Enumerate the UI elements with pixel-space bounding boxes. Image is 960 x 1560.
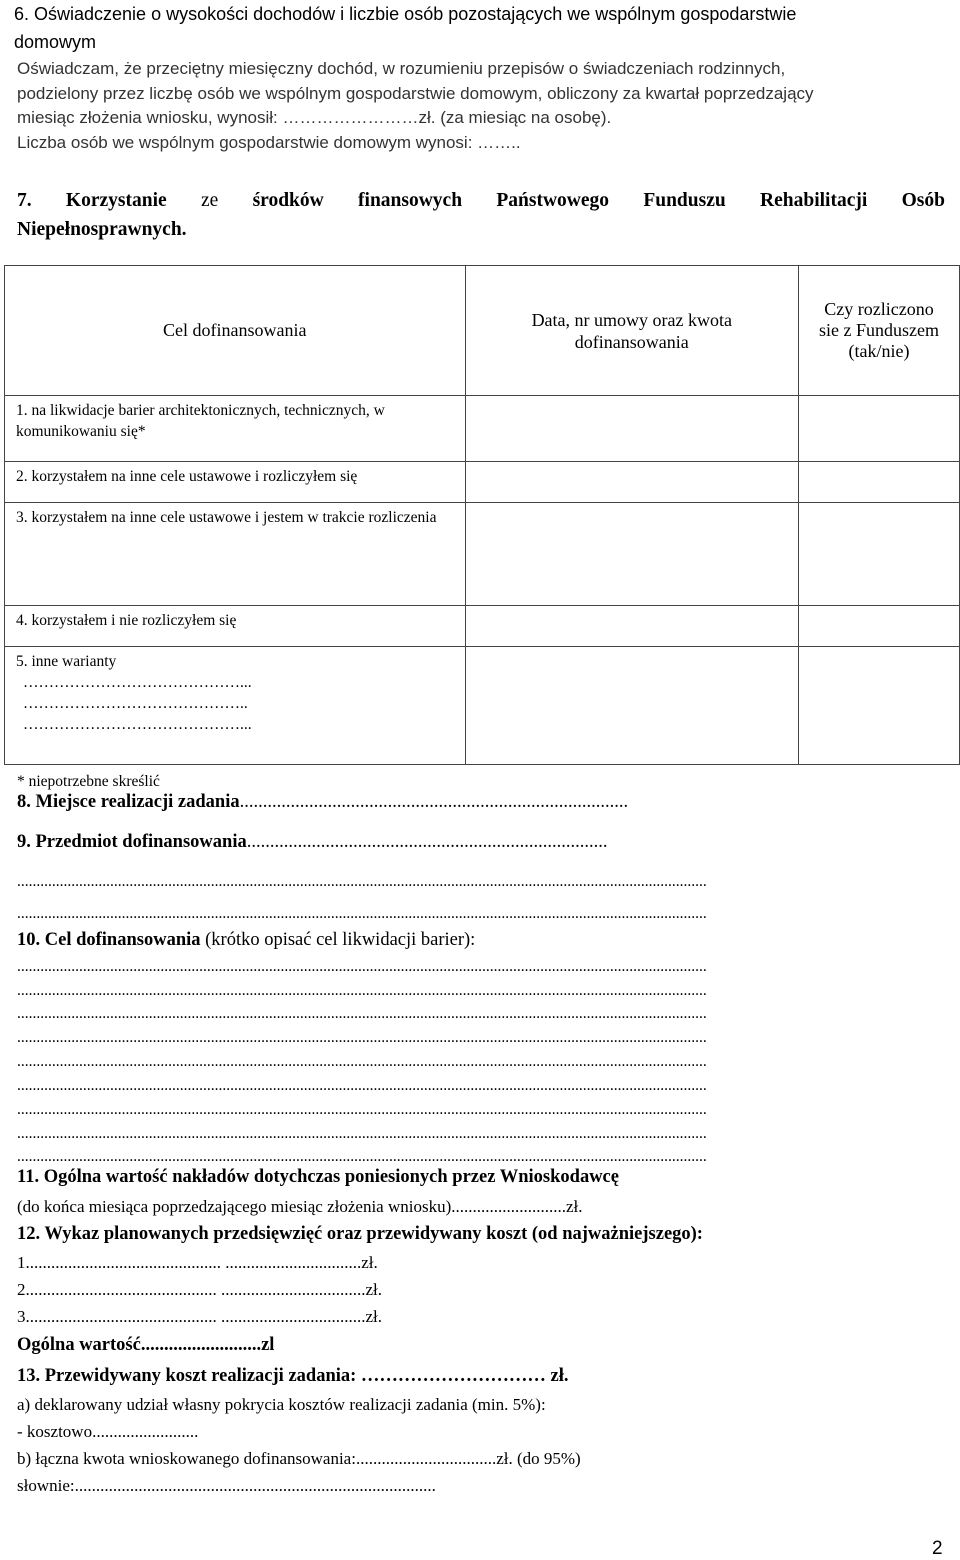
title-word: 7.: [17, 190, 32, 211]
section-9-label: 9. Przedmiot dofinansowania: [17, 832, 247, 852]
header-czy-rozliczono: Czy rozliczono sie z Funduszem (tak/nie): [799, 266, 960, 396]
statement-line: miesiąc złożenia wniosku, wynosił: ……………………zł. (za miesiąc na osobę).: [17, 108, 612, 127]
title-word: ze: [200, 190, 219, 211]
table-row: [5, 503, 960, 606]
table-row: [5, 606, 960, 647]
settled-cell[interactable]: [799, 462, 960, 503]
section-11-label: 11. Ogólna wartość nakładów dotychczas poniesionych przez Wnioskodawcę: [17, 1167, 619, 1187]
section-10-fill-line[interactable]: ..................................................................................................................................................................................: [17, 1005, 707, 1022]
section-6-statement: [17, 57, 947, 155]
table-row: [5, 647, 960, 765]
title-word: Państwowego: [496, 190, 610, 211]
date-amount-cell[interactable]: [465, 462, 799, 503]
date-amount-cell[interactable]: [465, 503, 799, 606]
date-amount-cell[interactable]: [465, 647, 799, 765]
section-12-label: 12. Wykaz planowanych przedsięwzięć oraz przewidywany koszt (od najważniejszego):: [17, 1224, 703, 1244]
section-10-fill-line[interactable]: ..................................................................................................................................................................................: [17, 1125, 707, 1142]
section-9-fill-line[interactable]: ..................................................................................................................................................................................: [17, 873, 707, 890]
section-8-label: 8. Miejsce realizacji zadania: [17, 792, 240, 812]
row-label: 2. korzystałem na inne cele ustawowe i rozliczyłem się: [16, 468, 358, 485]
section-6-title: [14, 0, 950, 56]
section-6-title-line2: domowym: [14, 32, 97, 52]
row-label: 3. korzystałem na inne cele ustawowe i jestem w trakcie rozliczenia: [16, 509, 437, 526]
section-10-line: [17, 930, 947, 951]
row-label: 1. na likwidacje barier architektonicznych, technicznych, w komunikowaniu się*: [16, 402, 385, 440]
settled-cell[interactable]: [799, 503, 960, 606]
section-10-fill-line[interactable]: ..................................................................................................................................................................................: [17, 1029, 707, 1046]
section-7-title: [17, 186, 945, 244]
section-12-item[interactable]: 2............................................. ..................................zł.: [17, 1280, 383, 1299]
footnote-strike: * niepotrzebne skreślić: [17, 773, 160, 790]
section-10-rest: (krótko opisać cel likwidacji barier):: [200, 930, 476, 950]
statement-line: Liczba osób we wspólnym gospodarstwie domowym wynosi: ……..: [17, 132, 521, 152]
other-variants-dots[interactable]: ……………………………………... …………………………………….. ……………………………………...: [23, 674, 252, 733]
section-10-label: 10. Cel dofinansowania: [17, 930, 201, 950]
title-word: Osób: [901, 190, 945, 211]
section-13-b[interactable]: b) łączna kwota wnioskowanego dofinansowania:.................................zł. (do 95%): [17, 1449, 581, 1468]
section-9-line: [17, 832, 947, 853]
table-row: [5, 462, 960, 503]
table-row: [5, 396, 960, 462]
section-12-item[interactable]: 3............................................. ..................................zł.: [17, 1307, 383, 1326]
statement-line: podzielony przez liczbę osób we wspólnym gospodarstwie domowym, obliczony za kwartał poprzedzający: [17, 83, 814, 103]
section-13-a-sub[interactable]: - kosztowo.........................: [17, 1422, 199, 1441]
section-12-total[interactable]: Ogólna wartość..........................zl: [17, 1335, 275, 1355]
date-amount-cell[interactable]: [465, 396, 799, 462]
title-word: Korzystanie: [65, 190, 167, 211]
section-6-title-line1: 6. Oświadczenie o wysokości dochodów i liczbie osób pozostających we wspólnym gospodarstwie: [14, 4, 797, 24]
settled-cell[interactable]: [799, 396, 960, 462]
section-10-fill-line[interactable]: ..................................................................................................................................................................................: [17, 958, 707, 975]
page-number: 2: [932, 1538, 943, 1559]
title-word: Rehabilitacji: [760, 190, 868, 211]
section-10-fill-line[interactable]: ..................................................................................................................................................................................: [17, 1053, 707, 1070]
section-13-a: a) deklarowany udział własny pokrycia kosztów realizacji zadania (min. 5%):: [17, 1395, 546, 1414]
section-10-fill-line[interactable]: ..................................................................................................................................................................................: [17, 1148, 707, 1165]
section-10-fill-line[interactable]: ..................................................................................................................................................................................: [17, 1101, 707, 1118]
settled-cell[interactable]: [799, 606, 960, 647]
title-word: środków: [252, 190, 324, 211]
section-8-dots[interactable]: ....................................................................................: [239, 792, 629, 812]
settled-cell[interactable]: [799, 647, 960, 765]
section-11-sub[interactable]: (do końca miesiąca poprzedzającego miesiąc złożenia wniosku)...........................zł.: [17, 1197, 583, 1216]
section-13-label[interactable]: 13. Przewidywany koszt realizacji zadania: ………………………… zł.: [17, 1366, 569, 1386]
statement-line: Oświadczam, że przeciętny miesięczny dochód, w rozumieniu przepisów o świadczeniach rodzinnych,: [17, 59, 786, 78]
table-header-row: [5, 266, 960, 396]
title-word: Funduszu: [643, 190, 726, 211]
title-word: finansowych: [358, 190, 463, 211]
row-label: 4. korzystałem i nie rozliczyłem się: [16, 612, 237, 629]
header-data-umowy-kwota: Data, nr umowy oraz kwota dofinansowania: [465, 266, 799, 396]
date-amount-cell[interactable]: [465, 606, 799, 647]
section-10-fill-line[interactable]: ..................................................................................................................................................................................: [17, 1077, 707, 1094]
row-label: 5. inne warianty: [16, 653, 117, 670]
pfron-funding-table: [4, 265, 960, 765]
section-9-dots[interactable]: ..............................................................................: [246, 832, 608, 852]
header-cel-dofinansowania: Cel dofinansowania: [5, 266, 466, 396]
section-10-fill-line[interactable]: ..................................................................................................................................................................................: [17, 982, 707, 999]
section-12-item[interactable]: 1.............................................. ................................zł.: [17, 1253, 378, 1272]
section-7-title-line2: Niepełnosprawnych.: [17, 219, 187, 240]
section-8-line: [17, 792, 947, 813]
section-13-b-sub[interactable]: słownie:.....................................................................................: [17, 1476, 436, 1495]
section-9-fill-line[interactable]: ..................................................................................................................................................................................: [17, 905, 707, 922]
